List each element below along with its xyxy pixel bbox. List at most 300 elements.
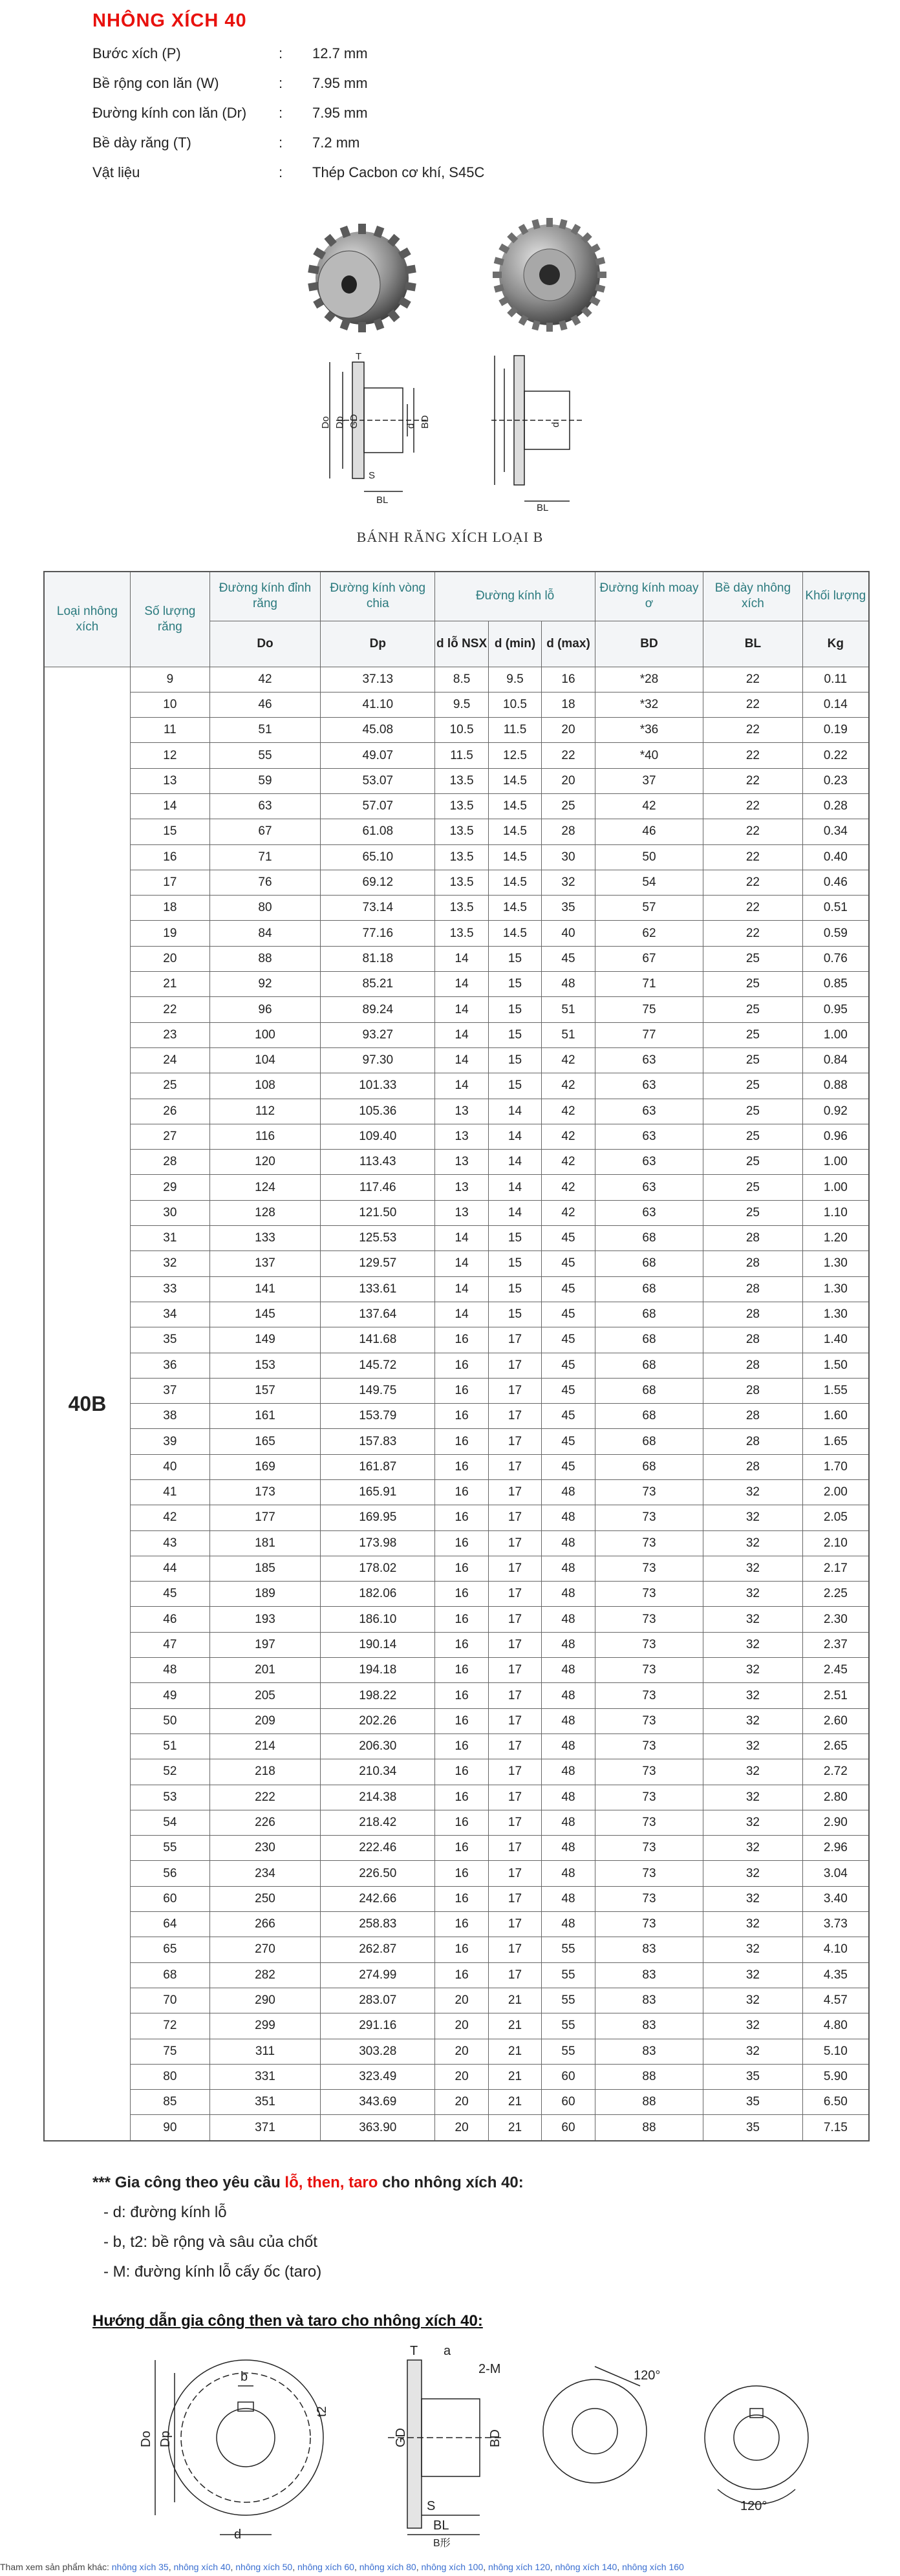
related-link[interactable]: nhông xích 100	[421, 2562, 484, 2572]
table-cell: 16	[435, 1353, 488, 1378]
table-cell: 48	[542, 1530, 595, 1556]
table-row	[44, 1022, 869, 1047]
related-link[interactable]: nhông xích 160	[622, 2562, 684, 2572]
table-cell: 214	[209, 1733, 320, 1759]
table-row	[44, 1150, 869, 1175]
table-cell: 43	[130, 1530, 209, 1556]
table-row	[44, 1378, 869, 1403]
machining-drawing	[84, 2341, 892, 2548]
table-cell: 14.5	[488, 870, 541, 895]
table-row	[44, 1327, 869, 1353]
table-cell: 47	[130, 1632, 209, 1657]
related-link[interactable]: nhông xích 40	[173, 2562, 231, 2572]
table-cell: 13.5	[435, 793, 488, 819]
table-row	[44, 1937, 869, 1962]
table-cell: 3.40	[802, 1886, 869, 1911]
table-row	[44, 1556, 869, 1581]
table-cell: 68	[130, 1962, 209, 1988]
table-row	[44, 743, 869, 768]
label-120-b: 120°	[740, 2499, 767, 2513]
table-cell: 23	[130, 1022, 209, 1047]
table-cell: 39	[130, 1429, 209, 1454]
table-cell: 45	[542, 1327, 595, 1353]
table-cell: 32	[703, 1530, 803, 1556]
table-cell: *28	[595, 667, 703, 692]
table-cell: 48	[542, 1658, 595, 1683]
table-cell: 70	[130, 1988, 209, 2013]
table-cell: 0.85	[802, 972, 869, 997]
table-cell: 33	[130, 1276, 209, 1302]
table-cell: 14.5	[488, 921, 541, 946]
table-cell: 101.33	[321, 1073, 435, 1099]
related-link[interactable]: nhông xích 50	[235, 2562, 293, 2572]
table-row	[44, 1124, 869, 1149]
table-cell: 28	[703, 1302, 803, 1327]
table-cell: 210.34	[321, 1759, 435, 1785]
table-cell: 45	[542, 1429, 595, 1454]
table-cell: 173	[209, 1480, 320, 1505]
table-cell: 13	[435, 1200, 488, 1225]
table-cell: 16	[435, 1505, 488, 1530]
table-cell: 57.07	[321, 793, 435, 819]
table-cell: 157	[209, 1378, 320, 1403]
table-cell: 331	[209, 2064, 320, 2089]
table-cell: 14	[435, 997, 488, 1022]
table-cell: 189	[209, 1582, 320, 1607]
table-cell: 75	[595, 997, 703, 1022]
table-cell: 5.90	[802, 2064, 869, 2089]
table-cell: 73	[595, 1836, 703, 1861]
table-cell: 77	[595, 1022, 703, 1047]
table-cell: 17	[488, 1480, 541, 1505]
table-cell: 65.10	[321, 844, 435, 870]
table-cell: 104	[209, 1047, 320, 1073]
table-cell: 124	[209, 1175, 320, 1200]
table-cell: 28	[703, 1378, 803, 1403]
table-cell: 14	[488, 1175, 541, 1200]
table-cell: 42	[542, 1073, 595, 1099]
table-cell: 25	[703, 1200, 803, 1225]
table-cell: 14	[488, 1150, 541, 1175]
table-cell: 1.50	[802, 1353, 869, 1378]
related-link[interactable]: nhông xích 80	[359, 2562, 416, 2572]
table-cell: 55	[542, 1988, 595, 2013]
table-cell: 83	[595, 1962, 703, 1988]
related-link[interactable]: nhông xích 120	[488, 2562, 550, 2572]
table-cell: 21	[488, 2064, 541, 2089]
table-cell: 16	[435, 1708, 488, 1733]
table-cell: 55	[542, 2039, 595, 2064]
table-cell: 48	[542, 1886, 595, 1911]
table-cell: 45	[542, 946, 595, 971]
table-cell: 73	[595, 1607, 703, 1632]
table-cell: 218	[209, 1759, 320, 1785]
table-cell: 28	[703, 1404, 803, 1429]
table-cell: 14	[435, 1047, 488, 1073]
related-link[interactable]: nhông xích 60	[297, 2562, 354, 2572]
label-a: a	[444, 2344, 451, 2358]
table-cell: 54	[130, 1810, 209, 1835]
table-cell: 45	[130, 1582, 209, 1607]
table-cell: 16	[435, 1886, 488, 1911]
table-cell: 100	[209, 1022, 320, 1047]
table-cell: 13	[435, 1175, 488, 1200]
table-cell: 35	[703, 2064, 803, 2089]
table-cell: 84	[209, 921, 320, 946]
table-cell: 1.20	[802, 1226, 869, 1251]
table-cell: 42	[542, 1099, 595, 1124]
table-cell: 185	[209, 1556, 320, 1581]
table-cell: 283.07	[321, 1988, 435, 2013]
label-120-a: 120°	[634, 2368, 661, 2383]
spec-row	[92, 134, 674, 154]
table-cell: 32	[542, 870, 595, 895]
table-cell: 13	[435, 1150, 488, 1175]
label-bd: BD	[420, 415, 431, 429]
table-cell: 0.28	[802, 793, 869, 819]
table-cell: 32	[703, 1733, 803, 1759]
table-cell: 88	[595, 2115, 703, 2141]
table-cell: 15	[488, 1276, 541, 1302]
label-s: S	[369, 470, 376, 481]
table-cell: 137	[209, 1251, 320, 1276]
table-cell: 35	[130, 1327, 209, 1353]
subheader-kg: Kg	[802, 621, 869, 667]
table-cell: 45	[542, 1454, 595, 1479]
table-cell: 21	[130, 972, 209, 997]
spec-label: Đường kính con lăn (Dr)	[92, 105, 247, 121]
table-cell: 116	[209, 1124, 320, 1149]
table-cell: 73	[595, 1582, 703, 1607]
table-cell: 141.68	[321, 1327, 435, 1353]
label-s-2: S	[427, 2499, 436, 2513]
table-cell: 274.99	[321, 1962, 435, 1988]
label-2m: 2-M	[478, 2362, 501, 2376]
table-cell: 105.36	[321, 1099, 435, 1124]
table-cell: 161	[209, 1404, 320, 1429]
table-cell: 16	[435, 1429, 488, 1454]
sprocket-photo-face	[493, 218, 606, 332]
table-cell: 75	[130, 2039, 209, 2064]
table-row	[44, 1302, 869, 1327]
table-cell: 53.07	[321, 768, 435, 793]
table-cell: 169.95	[321, 1505, 435, 1530]
table-cell: 48	[542, 1708, 595, 1733]
table-cell: 25	[703, 1124, 803, 1149]
table-cell: 14.5	[488, 793, 541, 819]
table-cell: 55	[542, 1962, 595, 1988]
table-cell: 0.40	[802, 844, 869, 870]
header-hub: Đường kính moay ơ	[595, 572, 703, 621]
table-cell: 17	[488, 1810, 541, 1835]
related-link[interactable]: nhông xích 140	[555, 2562, 617, 2572]
related-link[interactable]: nhông xích 35	[111, 2562, 169, 2572]
table-row	[44, 2064, 869, 2089]
table-cell: 2.17	[802, 1556, 869, 1581]
table-cell: 16	[435, 1556, 488, 1581]
table-cell: 68	[595, 1378, 703, 1403]
table-cell: 16	[435, 1582, 488, 1607]
label-t: T	[356, 351, 362, 362]
spec-value: 7.95 mm	[312, 105, 368, 121]
table-cell: 20	[435, 2013, 488, 2039]
table-cell: 8.5	[435, 667, 488, 692]
table-row	[44, 692, 869, 717]
table-row	[44, 1530, 869, 1556]
header-pitch: Đường kính vòng chia	[321, 572, 435, 621]
table-cell: 63	[595, 1073, 703, 1099]
machining-prefix: *** Gia công theo yêu cầu	[92, 2174, 285, 2191]
table-cell: 17	[488, 1378, 541, 1403]
table-cell: 16	[435, 1912, 488, 1937]
table-cell: 4.10	[802, 1937, 869, 1962]
table-cell: 270	[209, 1937, 320, 1962]
table-cell: 178.02	[321, 1556, 435, 1581]
table-cell: 218.42	[321, 1810, 435, 1835]
table-cell: 85.21	[321, 972, 435, 997]
table-cell: 51	[542, 997, 595, 1022]
table-cell: 222	[209, 1785, 320, 1810]
table-cell: 13.5	[435, 819, 488, 844]
table-cell: 73	[595, 1810, 703, 1835]
machining-item: - d: đường kính lỗ	[103, 2204, 227, 2221]
table-cell: 141	[209, 1276, 320, 1302]
table-cell: 88	[209, 946, 320, 971]
table-cell: 32	[703, 1607, 803, 1632]
table-cell: 226.50	[321, 1861, 435, 1886]
table-cell: 0.46	[802, 870, 869, 895]
label-d: d	[405, 423, 416, 429]
table-cell: 64	[130, 1912, 209, 1937]
type-cell: 40B	[44, 667, 130, 2141]
table-cell: 22	[703, 743, 803, 768]
table-cell: 165	[209, 1429, 320, 1454]
table-cell: 76	[209, 870, 320, 895]
table-cell: 60	[130, 1886, 209, 1911]
table-row	[44, 1505, 869, 1530]
table-cell: 17	[130, 870, 209, 895]
table-cell: 14	[488, 1124, 541, 1149]
table-cell: 73	[595, 1733, 703, 1759]
table-cell: 32	[703, 1836, 803, 1861]
table-cell: 35	[703, 2115, 803, 2141]
table-cell: 15	[488, 1251, 541, 1276]
table-cell: 83	[595, 2013, 703, 2039]
table-cell: 32	[703, 1582, 803, 1607]
header-width: Bề dày nhông xích	[703, 572, 803, 621]
table-cell: 16	[435, 1454, 488, 1479]
table-cell: 153.79	[321, 1404, 435, 1429]
table-cell: 55	[542, 1937, 595, 1962]
table-cell: *36	[595, 718, 703, 743]
table-cell: 50	[130, 1708, 209, 1733]
table-cell: 48	[542, 1556, 595, 1581]
table-row	[44, 2013, 869, 2039]
table-cell: 63	[595, 1150, 703, 1175]
table-cell: 234	[209, 1861, 320, 1886]
table-cell: 80	[130, 2064, 209, 2089]
table-cell: 133	[209, 1226, 320, 1251]
table-cell: 51	[209, 718, 320, 743]
table-cell: 157.83	[321, 1429, 435, 1454]
spec-value: 7.95 mm	[312, 75, 368, 91]
guide-title: Hướng dẫn gia công then và taro cho nhông xích 40:	[92, 2312, 483, 2330]
table-cell: 1.00	[802, 1150, 869, 1175]
table-cell: 96	[209, 997, 320, 1022]
table-cell: 17	[488, 1429, 541, 1454]
table-row	[44, 1353, 869, 1378]
table-cell: 17	[488, 1582, 541, 1607]
table-cell: 48	[542, 1505, 595, 1530]
table-cell: 30	[130, 1200, 209, 1225]
table-cell: 2.05	[802, 1505, 869, 1530]
table-cell: 16	[435, 1810, 488, 1835]
table-cell: 17	[488, 1886, 541, 1911]
table-cell: 22	[703, 692, 803, 717]
table-cell: 73	[595, 1912, 703, 1937]
table-cell: 1.00	[802, 1022, 869, 1047]
table-cell: 69.12	[321, 870, 435, 895]
table-cell: 137.64	[321, 1302, 435, 1327]
table-cell: 17	[488, 1607, 541, 1632]
table-row	[44, 997, 869, 1022]
label-t2: t2	[315, 2406, 329, 2417]
table-cell: 226	[209, 1810, 320, 1835]
spec-colon: :	[279, 75, 283, 91]
table-cell: 20	[435, 1988, 488, 2013]
table-cell: 2.10	[802, 1530, 869, 1556]
table-cell: 351	[209, 2090, 320, 2115]
table-cell: 60	[542, 2090, 595, 2115]
table-cell: 32	[703, 1759, 803, 1785]
table-cell: 48	[542, 1480, 595, 1505]
table-cell: 73	[595, 1886, 703, 1911]
table-row	[44, 1708, 869, 1733]
table-cell: 128	[209, 1200, 320, 1225]
table-cell: 371	[209, 2115, 320, 2141]
table-cell: 17	[488, 1962, 541, 1988]
spec-colon: :	[279, 164, 283, 180]
table-cell: 28	[703, 1276, 803, 1302]
table-cell: 25	[130, 1073, 209, 1099]
table-cell: 48	[542, 1861, 595, 1886]
table-cell: *40	[595, 743, 703, 768]
header-teeth: Số lượng răng	[130, 572, 209, 667]
table-row	[44, 1683, 869, 1708]
table-cell: 42	[209, 667, 320, 692]
table-cell: 205	[209, 1683, 320, 1708]
table-cell: 16	[542, 667, 595, 692]
table-cell: 32	[703, 1810, 803, 1835]
table-row	[44, 1404, 869, 1429]
table-cell: 20	[435, 2090, 488, 2115]
spec-label: Bước xích (P)	[92, 45, 181, 61]
table-cell: 112	[209, 1099, 320, 1124]
table-cell: 28	[703, 1251, 803, 1276]
table-cell: 14.5	[488, 819, 541, 844]
table-cell: 63	[595, 1124, 703, 1149]
table-cell: 25	[703, 1022, 803, 1047]
table-cell: 65	[130, 1937, 209, 1962]
table-cell: 32	[703, 1886, 803, 1911]
table-cell: 20	[435, 2039, 488, 2064]
table-cell: 13	[130, 768, 209, 793]
table-cell: 72	[130, 2013, 209, 2039]
table-cell: 1.10	[802, 1200, 869, 1225]
label-bform: B形	[433, 2538, 451, 2548]
table-cell: 15	[488, 1302, 541, 1327]
table-cell: 14.5	[488, 768, 541, 793]
table-cell: 22	[703, 896, 803, 921]
table-cell: 17	[488, 1836, 541, 1861]
table-cell: 4.35	[802, 1962, 869, 1988]
table-cell: 48	[542, 1607, 595, 1632]
table-cell: 45	[542, 1276, 595, 1302]
table-cell: 45	[542, 1378, 595, 1403]
table-cell: 7.15	[802, 2115, 869, 2141]
table-cell: 0.22	[802, 743, 869, 768]
table-cell: 17	[488, 1632, 541, 1657]
table-cell: 10.5	[488, 692, 541, 717]
table-cell: 37	[130, 1378, 209, 1403]
table-cell: 16	[435, 1962, 488, 1988]
table-cell: 266	[209, 1912, 320, 1937]
table-cell: 20	[130, 946, 209, 971]
sprocket-drawing-section	[491, 356, 582, 511]
table-cell: 45	[542, 1353, 595, 1378]
table-cell: 0.59	[802, 921, 869, 946]
table-cell: 34	[130, 1302, 209, 1327]
table-cell: 14	[130, 793, 209, 819]
table-cell: *32	[595, 692, 703, 717]
table-cell: 48	[542, 1733, 595, 1759]
table-cell: 202.26	[321, 1708, 435, 1733]
table-cell: 1.55	[802, 1378, 869, 1403]
table-cell: 0.14	[802, 692, 869, 717]
table-cell: 117.46	[321, 1175, 435, 1200]
spec-value: 7.2 mm	[312, 134, 360, 151]
label-b: b	[241, 2370, 248, 2384]
table-row	[44, 1582, 869, 1607]
table-cell: 9	[130, 667, 209, 692]
label-d-2: d	[550, 422, 561, 427]
table-row	[44, 1658, 869, 1683]
table-cell: 18	[542, 692, 595, 717]
table-cell: 80	[209, 896, 320, 921]
table-cell: 17	[488, 1353, 541, 1378]
machining-item: - b, t2: bề rộng và sâu của chốt	[103, 2233, 317, 2251]
table-cell: 0.11	[802, 667, 869, 692]
table-cell: 311	[209, 2039, 320, 2064]
table-cell: 68	[595, 1454, 703, 1479]
table-cell: 17	[488, 1683, 541, 1708]
table-cell: 25	[703, 972, 803, 997]
table-row	[44, 1810, 869, 1835]
table-cell: 42	[542, 1200, 595, 1225]
table-cell: 63	[595, 1047, 703, 1073]
table-cell: 26	[130, 1099, 209, 1124]
table-cell: 22	[542, 743, 595, 768]
table-row	[44, 1912, 869, 1937]
table-cell: 13	[435, 1099, 488, 1124]
table-cell: 299	[209, 2013, 320, 2039]
table-cell: 48	[542, 1836, 595, 1861]
table-cell: 60	[542, 2064, 595, 2089]
table-row	[44, 1226, 869, 1251]
table-cell: 198.22	[321, 1683, 435, 1708]
label-gd-2: GD	[394, 2428, 408, 2447]
table-cell: 16	[435, 1836, 488, 1861]
